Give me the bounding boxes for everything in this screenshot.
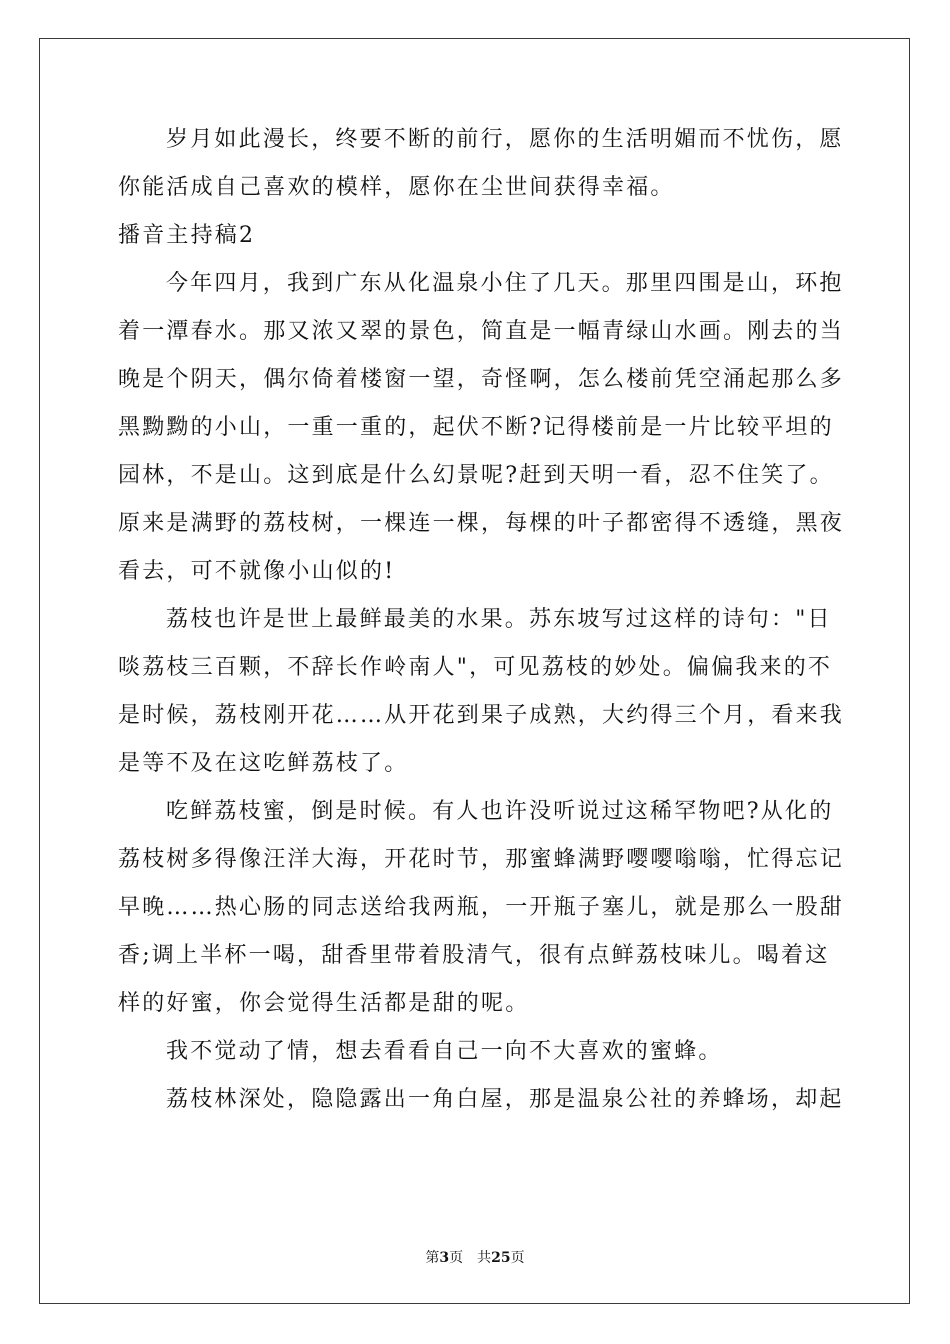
page-number: 3 xyxy=(439,1250,450,1266)
paragraph-line: 荔枝也许是世上最鲜最美的水果。苏东坡写过这样的诗句："日 xyxy=(166,607,832,632)
page-suffix: 页 xyxy=(449,1250,464,1266)
paragraph-line: 香;调上半杯一喝，甜香里带着股清气，很有点鲜荔枝味儿。喝着这 xyxy=(118,943,830,968)
paragraph-line: 着一潭春水。那又浓又翠的景色，简直是一幅青绿山水画。刚去的当 xyxy=(118,319,845,344)
paragraph-line: 早晚……热心肠的同志送给我两瓶，一开瓶子塞儿，就是那么一股甜 xyxy=(118,895,845,920)
total-pages: 25 xyxy=(491,1250,511,1266)
section-heading: 播音主持稿2 xyxy=(118,223,256,248)
paragraph-line: 是等不及在这吃鲜荔枝了。 xyxy=(118,751,409,776)
paragraph-line: 园林，不是山。这到底是什么幻景呢?赶到天明一看，忍不住笑了。 xyxy=(118,463,834,488)
paragraph-line: 今年四月，我到广东从化温泉小住了几天。那里四围是山，环抱 xyxy=(166,271,844,296)
paragraph-line: 是时候，荔枝刚开花……从开花到果子成熟，大约得三个月，看来我 xyxy=(118,703,845,728)
paragraph-line: 原来是满野的荔枝树，一棵连一棵，每棵的叶子都密得不透缝，黑夜 xyxy=(118,511,845,536)
paragraph-line: 啖荔枝三百颗，不辞长作岭南人"，可见荔枝的妙处。偏偏我来的不 xyxy=(118,655,833,680)
paragraph-line: 岁月如此漫长，终要不断的前行，愿你的生活明媚而不忧伤，愿 xyxy=(166,127,844,152)
paragraph-line: 我不觉动了情，想去看看自己一向不大喜欢的蜜蜂。 xyxy=(166,1039,723,1064)
total-prefix: 共 xyxy=(477,1250,492,1266)
paragraph-line: 黑黝黝的小山，一重一重的，起伏不断?记得楼前是一片比较平坦的 xyxy=(118,415,834,440)
paragraph-line: 荔枝树多得像汪洋大海，开花时节，那蜜蜂满野嘤嘤嗡嗡，忙得忘记 xyxy=(118,847,845,872)
paragraph-line: 你能活成自己喜欢的模样，愿你在尘世间获得幸福。 xyxy=(118,175,675,200)
total-suffix: 页 xyxy=(510,1250,525,1266)
paragraph-line: 吃鲜荔枝蜜，倒是时候。有人也许没听说过这稀罕物吧?从化的 xyxy=(166,799,834,824)
paragraph-line: 荔枝林深处，隐隐露出一角白屋，那是温泉公社的养蜂场，却起 xyxy=(166,1087,844,1112)
page-footer xyxy=(0,1247,950,1267)
paragraph-line: 看去，可不就像小山似的! xyxy=(118,559,396,584)
page-prefix: 第 xyxy=(425,1250,440,1266)
document-body xyxy=(118,127,845,1136)
paragraph-line: 晚是个阴天，偶尔倚着楼窗一望，奇怪啊，怎么楼前凭空涌起那么多 xyxy=(118,367,845,392)
paragraph-line: 样的好蜜，你会觉得生活都是甜的呢。 xyxy=(118,991,530,1016)
